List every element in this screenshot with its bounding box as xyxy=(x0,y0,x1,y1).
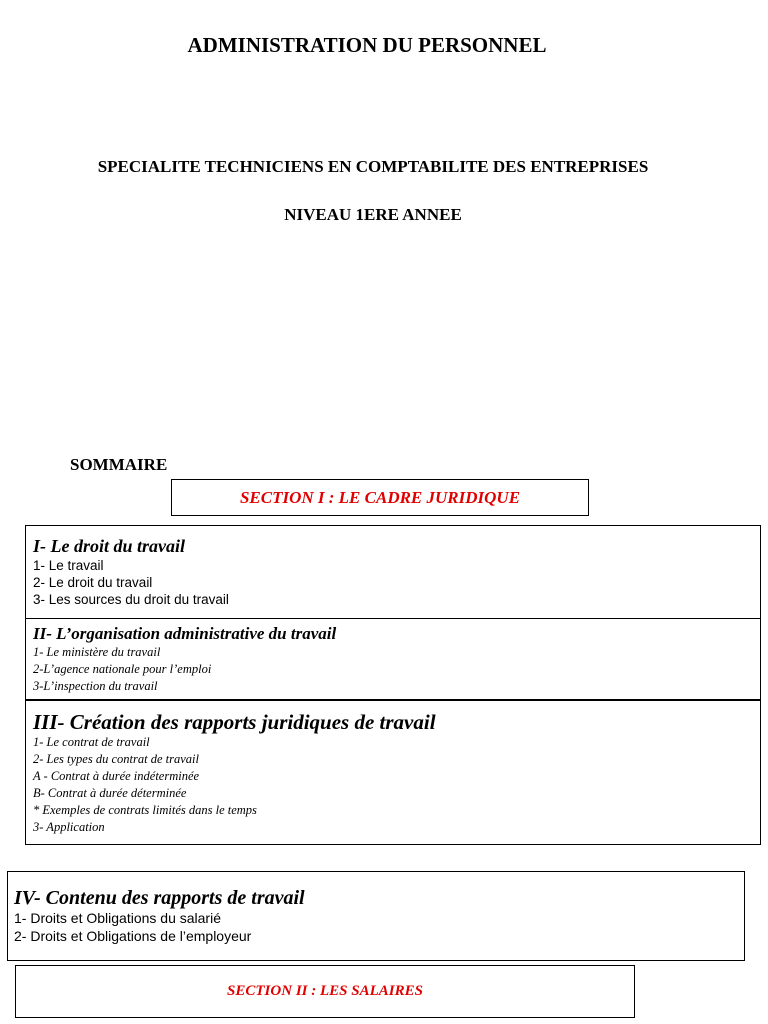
list-item: 2- Le droit du travail xyxy=(33,575,153,590)
list-item: B- Contrat à durée déterminée xyxy=(33,786,187,800)
list-item: 1- Le contrat de travail xyxy=(33,735,150,749)
list-item: * Exemples de contrats limités dans le temps xyxy=(33,803,257,817)
section-1-box xyxy=(171,479,589,516)
specialite-heading: SPECIALITE TECHNICIENS EN COMPTABILITE DES ENTREPRISES xyxy=(97,157,649,176)
list-item: 3- Application xyxy=(33,820,105,834)
block-organisation-administrative xyxy=(25,618,761,700)
list-item: 3-L’inspection du travail xyxy=(33,679,158,693)
list-item: A - Contrat à durée indéterminée xyxy=(33,769,200,783)
list-item: 3- Les sources du droit du travail xyxy=(33,592,229,607)
block-heading: I- Le droit du travail xyxy=(33,536,185,556)
list-item: 1- Droits et Obligations du salarié xyxy=(14,910,221,926)
block-contenu-rapports xyxy=(7,871,745,961)
section-1-title: SECTION I : LE CADRE JURIDIQUE xyxy=(239,488,521,507)
block-heading: III- Création des rapports juridiques de travail xyxy=(33,710,436,734)
block-heading: II- L’organisation administrative du travail xyxy=(33,624,337,643)
document-title: ADMINISTRATION DU PERSONNEL xyxy=(187,33,547,57)
list-item: 2- Droits et Obligations de l’employeur xyxy=(14,927,252,944)
list-item: 2- Les types du contrat de travail xyxy=(33,752,199,766)
block-heading: IV- Contenu des rapports de travail xyxy=(14,887,305,909)
list-item: 1- Le travail xyxy=(33,558,104,573)
section-2-box xyxy=(15,965,635,1018)
niveau-heading: NIVEAU 1ERE ANNEE xyxy=(284,205,462,224)
list-item: 1- Le ministère du travail xyxy=(33,645,161,659)
block-creation-rapports xyxy=(25,700,761,845)
list-item: 2-L’agence nationale pour l’emploi xyxy=(33,662,212,676)
block-droit-du-travail xyxy=(25,525,761,619)
sommaire-label: SOMMAIRE xyxy=(70,455,168,474)
section-2-title: SECTION II : LES SALAIRES xyxy=(227,983,423,999)
